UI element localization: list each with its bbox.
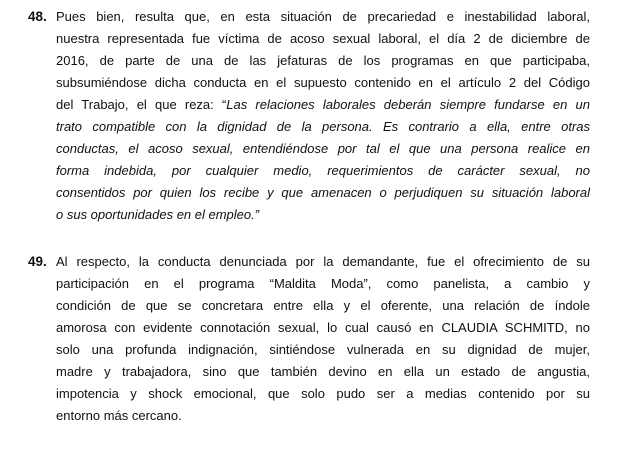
text-line bbox=[56, 72, 590, 94]
text-segment: entorno más cercano. bbox=[56, 408, 182, 423]
text-segment: solo una profunda indignación, sintiéndose vulnerada en su dignidad de mujer, bbox=[56, 342, 590, 357]
text-segment: 2016, de parte de una de las jefaturas de los programas en que participaba, bbox=[56, 53, 590, 68]
quoted-text: forma indebida, por cualquier medio, requerimientos de carácter sexual, no bbox=[56, 163, 590, 178]
text-line bbox=[56, 273, 590, 295]
text-segment: del Trabajo, el que reza: “ bbox=[56, 97, 227, 112]
text-line bbox=[56, 94, 590, 116]
text-segment: madre y trabajadora, sino que también devino en ella un estado de angustia, bbox=[56, 364, 590, 379]
paragraph-text bbox=[56, 6, 590, 226]
paragraph-text bbox=[56, 251, 590, 427]
text-line bbox=[56, 182, 590, 204]
paragraph-number: 48. bbox=[28, 9, 47, 24]
text-line bbox=[56, 28, 590, 50]
text-segment: impotencia y shock emocional, que solo pudo ser a medias contenido por su bbox=[56, 386, 590, 401]
quoted-text: conductas, el acoso sexual, entendiéndose por tal el que una persona realice en bbox=[56, 141, 590, 156]
text-line bbox=[56, 383, 590, 405]
text-segment: Al respecto, la conducta denunciada por la demandante, fue el ofrecimiento de su bbox=[56, 254, 590, 269]
text-line bbox=[56, 138, 590, 160]
text-segment: subsumiéndose dicha conducta en el supuesto contenido en el artículo 2 del Código bbox=[56, 75, 590, 90]
text-segment: condición de que se concretara entre ella y el oferente, una relación de índole bbox=[56, 298, 590, 313]
text-line bbox=[56, 405, 590, 427]
text-line bbox=[56, 295, 590, 317]
text-line bbox=[56, 50, 590, 72]
text-segment: nuestra representada fue víctima de acoso sexual laboral, el día 2 de diciembre de bbox=[56, 31, 590, 46]
text-segment: Pues bien, resulta que, en esta situación de precariedad e inestabilidad laboral, bbox=[56, 9, 590, 24]
quoted-text: o sus oportunidades en el empleo.” bbox=[56, 207, 260, 222]
text-segment: amorosa con evidente connotación sexual, lo cual causó en CLAUDIA SCHMITD, no bbox=[56, 320, 590, 335]
quoted-text: Las relaciones laborales deberán siempre fundarse en un bbox=[226, 97, 590, 112]
quoted-text: trato compatible con la dignidad de la persona. Es contrario a ella, entre otras bbox=[56, 119, 590, 134]
text-line bbox=[56, 204, 590, 226]
text-line bbox=[56, 160, 590, 182]
text-line bbox=[56, 317, 590, 339]
text-line bbox=[56, 6, 590, 28]
text-line bbox=[56, 361, 590, 383]
text-segment: participación en el programa “Maldita Moda”, como panelista, a cambio y bbox=[56, 276, 590, 291]
paragraph-number: 49. bbox=[28, 254, 47, 269]
text-line bbox=[56, 339, 590, 361]
quoted-text: consentidos por quien los recibe y que amenacen o perjudiquen su situación laboral bbox=[56, 185, 590, 200]
text-line bbox=[56, 116, 590, 138]
text-line bbox=[56, 251, 590, 273]
